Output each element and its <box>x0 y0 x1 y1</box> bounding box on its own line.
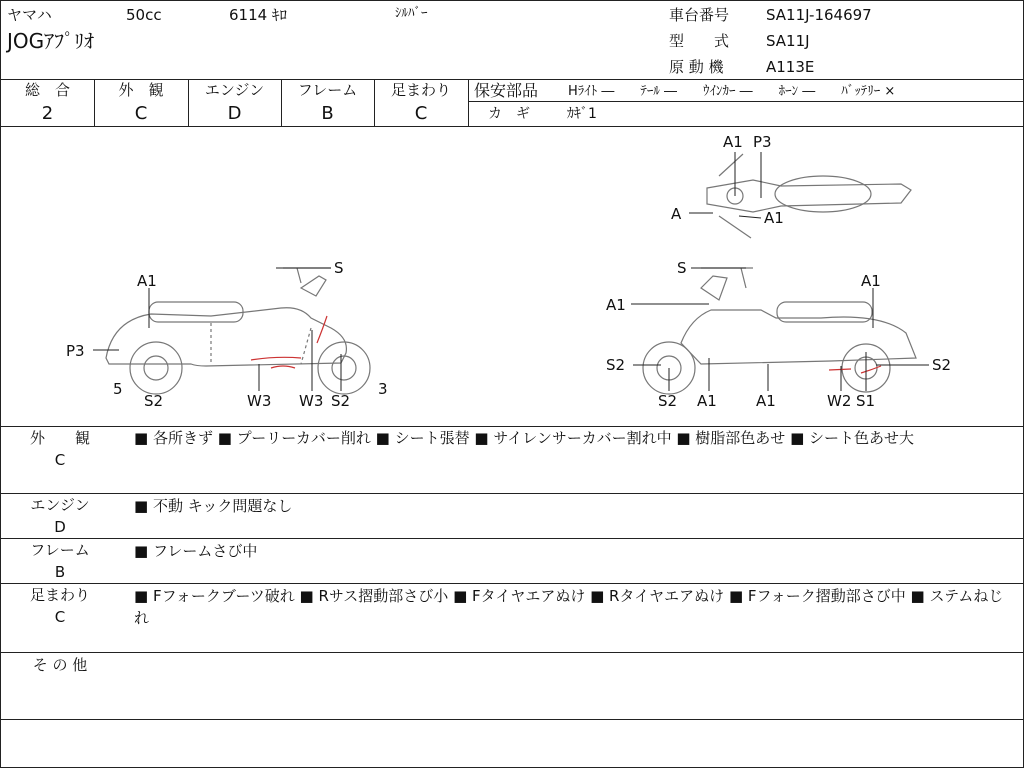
scooter-top-view <box>707 154 911 238</box>
section-label-engine: エンジン <box>30 496 90 514</box>
key-label: カ ギ <box>488 106 530 122</box>
label-top-a1: A1 <box>723 133 743 151</box>
leader-lines <box>93 152 929 391</box>
grade-value-suspension: C <box>414 103 428 124</box>
label-left-w3b: W3 <box>299 392 324 410</box>
section-grade-suspension: C <box>54 608 66 626</box>
engine-cc: 50cc <box>126 6 162 24</box>
label-right-s1: S1 <box>856 392 876 410</box>
section-note-suspension: ■ Fフォークブーツ破れ ■ Rサス摺動部さび小 ■ Fタイヤエアぬけ ■ Rタイヤエアぬけ ■ Fフォーク摺動部さび中 ■ ステムねじれ <box>134 587 1004 627</box>
damage-diagram <box>1 128 1023 426</box>
maker: ヤマハ <box>7 6 52 24</box>
model-name: JOGｱﾌﾟﾘｵ <box>7 29 95 53</box>
label-right-a1c: A1 <box>697 392 717 410</box>
section-label-exterior: 外 観 <box>29 429 90 447</box>
divider <box>468 101 1023 102</box>
divider <box>1 583 1023 584</box>
grade-label-engine: エンジン <box>204 81 265 99</box>
label-right-s2c: S2 <box>932 356 952 374</box>
label-right-s2b: S2 <box>658 392 678 410</box>
label-right-a1a: A1 <box>606 296 626 314</box>
frame-no-label: 車台番号 <box>669 6 730 24</box>
label-right-a1b: A1 <box>861 272 881 290</box>
safety-items: Hﾗｲﾄ ― ﾃｰﾙ ― ｳｲﾝｶｰ ― ﾎｰﾝ ― ﾊﾞｯﾃﾘｰ × <box>568 84 896 99</box>
label-left-s2b: S2 <box>331 392 351 410</box>
grade-label-suspension: 足まわり <box>390 81 451 99</box>
divider <box>468 79 469 126</box>
mileage: 6114 ｷﾛ <box>229 6 287 24</box>
grade-label-frame: フレーム <box>297 81 358 99</box>
label-left-3: 3 <box>378 380 388 398</box>
divider <box>1 652 1023 653</box>
label-right-a1d: A1 <box>756 392 776 410</box>
section-grade-frame: B <box>54 563 66 581</box>
label-left-s2a: S2 <box>144 392 164 410</box>
section-label-other: そ の 他 <box>32 656 88 674</box>
type-value: SA11J <box>766 32 810 50</box>
divider <box>1 719 1023 720</box>
label-left-a1: A1 <box>137 272 157 290</box>
grade-value-exterior: C <box>134 103 148 124</box>
section-grade-engine: D <box>54 518 66 536</box>
section-label-frame: フレーム <box>30 541 90 559</box>
color: ｼﾙﾊﾞｰ <box>395 6 428 21</box>
grade-value-frame: B <box>321 103 334 124</box>
divider <box>1 538 1023 539</box>
grade-value-overall: 2 <box>41 103 54 124</box>
label-right-w2: W2 <box>827 392 852 410</box>
grade-value-engine: D <box>227 103 242 124</box>
damage-marks-left <box>251 316 327 368</box>
label-left-s: S <box>334 259 344 277</box>
divider <box>1 126 1023 127</box>
frame-no: SA11J-164697 <box>766 6 872 24</box>
type-label: 型 式 <box>669 32 730 50</box>
engine-label: 原 動 機 <box>669 58 724 76</box>
section-note-frame: ■ フレームさび中 <box>134 542 258 560</box>
label-left-5: 5 <box>113 380 123 398</box>
label-top-a1b: A1 <box>764 209 784 227</box>
label-top-p3: P3 <box>753 133 772 151</box>
safety-label: 保安部品 <box>474 81 539 100</box>
label-top-a: A <box>671 205 682 223</box>
section-grade-exterior: C <box>54 451 66 469</box>
section-label-suspension: 足まわり <box>29 586 90 604</box>
section-note-exterior: ■ 各所きず ■ プーリーカバー削れ ■ シート張替 ■ サイレンサーカバー割れ中 ■ 樹脂部色あせ ■ シート色あせ大 <box>134 429 915 447</box>
label-left-w3a: W3 <box>247 392 272 410</box>
grade-label-overall: 総 合 <box>24 81 70 99</box>
engine-value: A113E <box>766 58 815 76</box>
divider <box>1 493 1023 494</box>
label-right-s: S <box>677 259 687 277</box>
label-left-p3: P3 <box>66 342 85 360</box>
label-right-s2a: S2 <box>606 356 626 374</box>
section-note-engine: ■ 不動 キック問題なし <box>134 497 293 515</box>
grade-label-exterior: 外 観 <box>118 81 164 99</box>
divider <box>1 79 1023 80</box>
key-value: ｶｷﾞ1 <box>567 106 597 122</box>
